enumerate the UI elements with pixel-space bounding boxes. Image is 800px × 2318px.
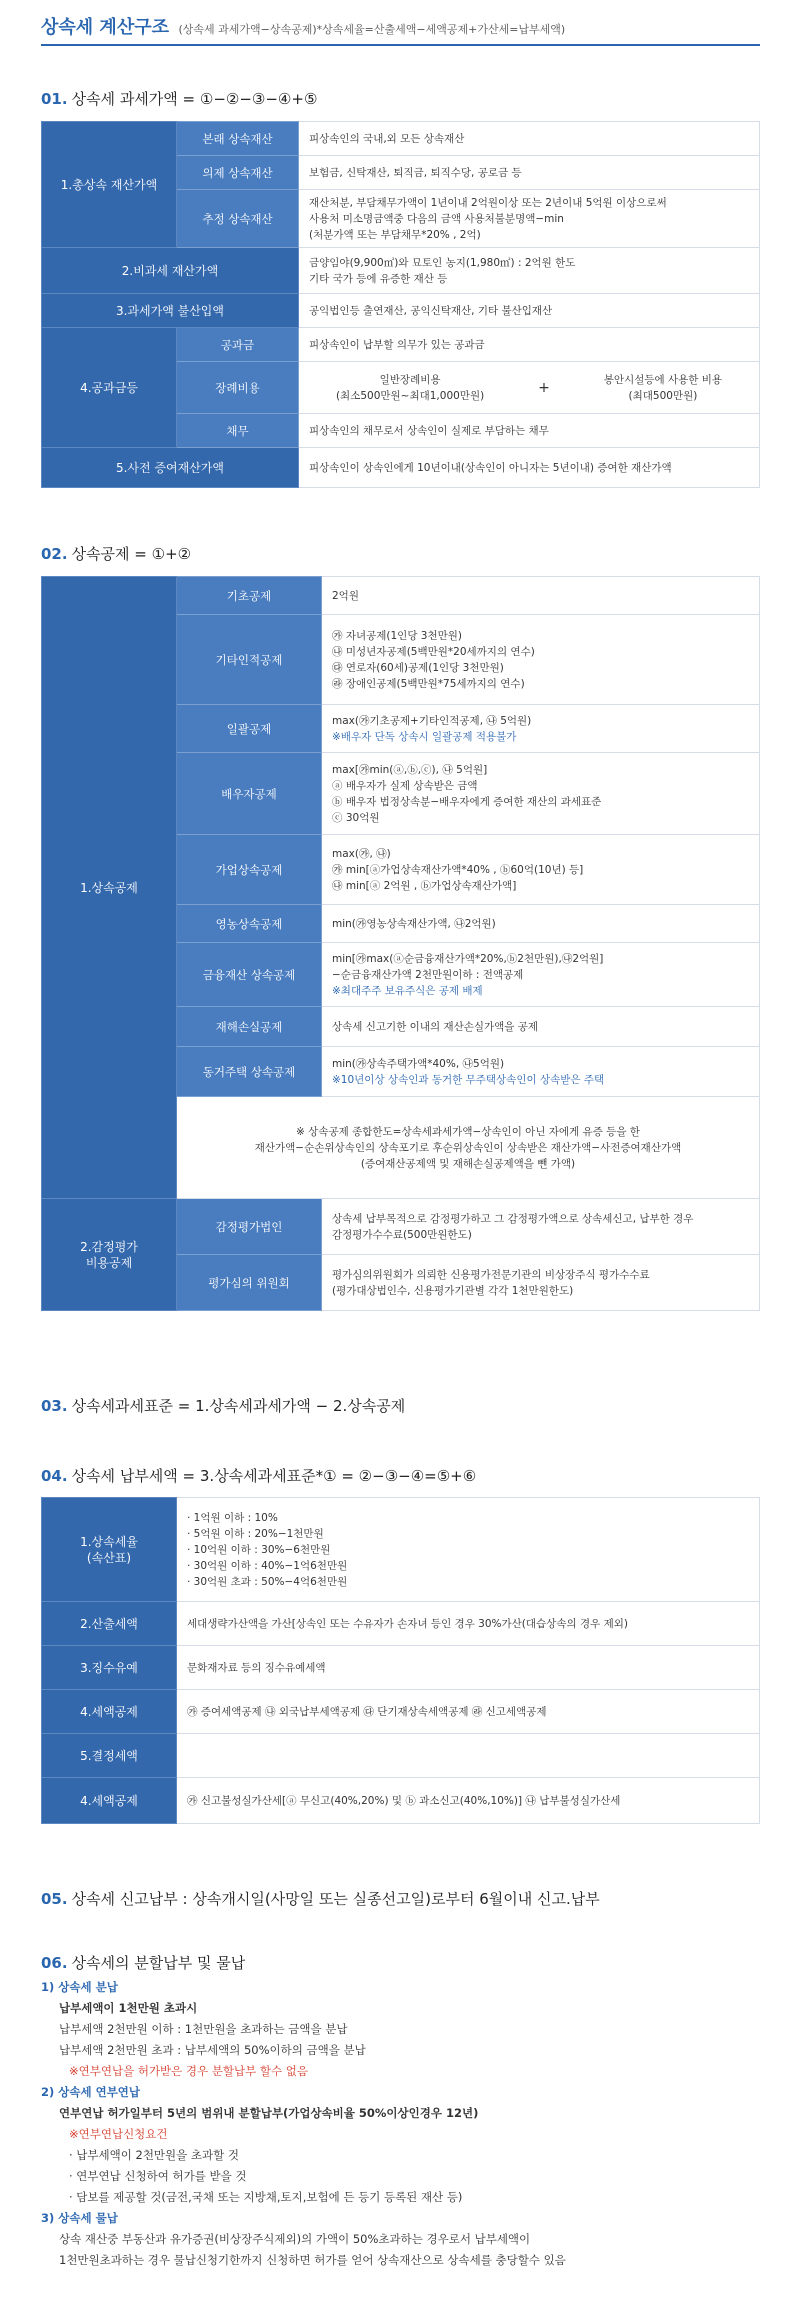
row-head: 기타인적공제 xyxy=(177,615,322,705)
line: ㉯ min[ⓐ 2억원 , ⓑ가업상속재산가액] xyxy=(332,879,517,892)
note-line: ※배우자 단독 상속시 일괄공제 적용불가 xyxy=(332,730,517,743)
line: 봉안시설등에 사용한 비용 xyxy=(603,373,723,386)
line: (평가대상법인수, 신용평가기관별 각각 1천만원한도) xyxy=(332,1284,574,1297)
row-head: 공과금 xyxy=(177,328,299,362)
line: ㉮ min[ⓐ가업상속재산가액*40% , ⓑ60억(10년) 등] xyxy=(332,863,584,876)
section-label: 상속세 납부세액 = 3.상속세과세표준*① = ②−③−④=⑤+⑥ xyxy=(71,1467,477,1485)
section-label: 상속세 신고납부 : 상속개시일(사망일 또는 실종선고일)로부터 6월이내 신고.납부 xyxy=(71,1890,600,1908)
line: ㉱ 장애인공제(5백만원*75세까지의 연수) xyxy=(332,677,525,690)
line: 감정평가수수료(500만원한도) xyxy=(332,1228,472,1241)
title-divider xyxy=(41,44,760,46)
row-head: 의제 상속재산 xyxy=(177,156,299,190)
plus-sign: + xyxy=(538,379,550,396)
payable-tax-table xyxy=(41,1497,760,1824)
group-prior-gift: 5.사전 증여재산가액 xyxy=(42,448,299,488)
row-head: 3.징수유예 xyxy=(42,1646,177,1690)
row-value xyxy=(322,753,760,835)
line: ㉰ 연로자(60세)공제(1인당 3천만원) xyxy=(332,661,504,674)
line: · 연부연납 신청하여 허가를 받을 것 xyxy=(69,2169,247,2183)
row-head: 1.상속세율 (속산표) xyxy=(42,1498,177,1602)
line: · 10억원 이하 : 30%−6천만원 xyxy=(187,1543,331,1556)
section-number: 02. xyxy=(41,545,68,563)
line: · 30억원 초과 : 50%−4억6천만원 xyxy=(187,1575,348,1588)
line: min(㉮상속주택가액*40%, ㉯5억원) xyxy=(332,1057,505,1070)
row-value xyxy=(322,1255,760,1311)
row-value xyxy=(322,1199,760,1255)
line: · 납부세액이 2천만원을 초과할 것 xyxy=(69,2148,240,2162)
title-text: 상속세 계산구조 xyxy=(41,17,169,38)
row-head: 영농상속공제 xyxy=(177,905,322,943)
row-head: 4.세액공제 xyxy=(42,1778,177,1824)
row-value: 상속세 신고기한 이내의 재산손실가액을 공제 xyxy=(322,1007,760,1047)
row-value: 2억원 xyxy=(322,577,760,615)
line: 납부세액이 1천만원 초과시 xyxy=(59,2001,198,2015)
group-total-estate: 1.총상속 재산가액 xyxy=(42,122,177,248)
section-number: 03. xyxy=(41,1397,68,1415)
row-head: 5.결정세액 xyxy=(42,1734,177,1778)
row-value xyxy=(322,705,760,753)
line: 연부연납 허가일부터 5년의 범위내 분할납부(가업상속비율 50%이상인경우 12년) xyxy=(59,2106,479,2120)
line: 기타 국가 등에 유증한 재산 등 xyxy=(309,272,448,285)
line: −순금융재산가액 2천만원이하 : 전액공제 xyxy=(332,968,524,981)
row-value xyxy=(322,615,760,705)
section-number: 04. xyxy=(41,1467,68,1485)
line: ※ 상속공제 종합한도=상속세과세가액−상속인이 아닌 자에게 유증 등을 한 xyxy=(296,1125,640,1138)
row-value: 세대생략가산액을 가산[상속인 또는 수유자가 손자녀 등인 경우 30%가산(대습상속의 경우 제외) xyxy=(177,1602,760,1646)
row-head: 채무 xyxy=(177,414,299,448)
line: (최소500만원~최대1,000만원) xyxy=(335,389,485,402)
row-head: 금융재산 상속공제 xyxy=(177,943,322,1007)
line: (처분가액 또는 부담채무*20% , 2억) xyxy=(309,228,481,241)
row-head: 2.산출세액 xyxy=(42,1602,177,1646)
row-value xyxy=(177,1734,760,1778)
line: ㉮ 자녀공제(1인당 3천만원) xyxy=(332,629,463,642)
section-03-heading xyxy=(41,1395,405,1416)
row-head: 추정 상속재산 xyxy=(177,190,299,248)
row-value xyxy=(322,835,760,905)
row-head: 재해손실공제 xyxy=(177,1007,322,1047)
line: 평가심의위원회가 의뢰한 신용평가전문기관의 비상장주식 평가수수료 xyxy=(332,1268,650,1281)
note-line: ※10년이상 상속인과 동거한 무주택상속인이 상속받은 주택 xyxy=(332,1073,605,1086)
note-line: ※최대주주 보유주식은 공제 배제 xyxy=(332,984,483,997)
row-head: 배우자공제 xyxy=(177,753,322,835)
group-excluded: 3.과세가액 불산입액 xyxy=(42,294,299,328)
section-label: 상속세 과세가액 = ①−②−③−④+⑤ xyxy=(71,90,318,108)
line: · 5억원 이하 : 20%−1천만원 xyxy=(187,1527,324,1540)
row-value: 문화재자료 등의 징수유예세액 xyxy=(177,1646,760,1690)
row-head: 기초공제 xyxy=(177,577,322,615)
line: 상속 재산중 부동산과 유가증권(비상장주식제외)의 가액이 50%초과하는 경우로서 납부세액이 xyxy=(59,2232,531,2246)
row-value: ㉮ 신고불성실가산세[ⓐ 무신고(40%,20%) 및 ⓑ 과소신고(40%,10%)] ㉯ 납부불성실가산세 xyxy=(177,1778,760,1824)
line: (최대500만원) xyxy=(628,389,698,402)
deduction-table xyxy=(41,576,760,1311)
row-value: 공익법인등 출연재산, 공익신탁재산, 기타 불산입재산 xyxy=(299,294,760,328)
section-label: 상속세과세표준 = 1.상속세과세가액 − 2.상속공제 xyxy=(71,1397,406,1415)
line: 금양임야(9,900㎡)와 묘토인 농지(1,980㎡) : 2억원 한도 xyxy=(309,256,576,269)
line: 납부세액 2천만원 이하 : 1천만원을 초과하는 금액을 분납 xyxy=(59,2022,348,2036)
line: max(㉮기초공제+기타인적공제, ㉯ 5억원) xyxy=(332,714,532,727)
line: max(㉮, ㉯) xyxy=(332,847,391,860)
row-head: 장례비용 xyxy=(177,362,299,414)
group-inheritance-deduction: 1.상속공제 xyxy=(42,577,177,1199)
title-formula: (상속세 과세가액−상속공제)*상속세율=산출세액−세액공제+가산세=납부세액) xyxy=(178,23,566,36)
section-number: 05. xyxy=(41,1890,68,1908)
line: 재산가액−순손위상속인의 상속포기로 후순위상속인이 상속받은 재산가액−사전증여재산가액 xyxy=(254,1141,682,1154)
row-head: 가업상속공제 xyxy=(177,835,322,905)
group-appraisal-cost: 2.감정평가 비용공제 xyxy=(42,1199,177,1311)
row-value xyxy=(322,1047,760,1097)
row-head: 일괄공제 xyxy=(177,705,322,753)
section-number: 06. xyxy=(41,1954,68,1972)
section-number: 01. xyxy=(41,90,68,108)
section-label: 상속세의 분할납부 및 물납 xyxy=(71,1954,246,1972)
line: ㉯ 미성년자공제(5백만원*20세까지의 연수) xyxy=(332,645,535,658)
row-value xyxy=(322,943,760,1007)
row-value: ㉮ 증여세액공제 ㉯ 외국납부세액공제 ㉰ 단기재상속세액공제 ㉱ 신고세액공제 xyxy=(177,1690,760,1734)
row-head: 감정평가법인 xyxy=(177,1199,322,1255)
section-06-heading xyxy=(41,1952,245,1973)
section-label: 상속공제 = ①+② xyxy=(71,545,192,563)
group-public-charges: 4.공과금등 xyxy=(42,328,177,448)
item-heading: 2) 상속세 연부연납 xyxy=(41,2085,141,2099)
page-title xyxy=(41,13,781,39)
line: · 1억원 이하 : 10% xyxy=(187,1511,278,1524)
line: 상속세 납부목적으로 감정평가하고 그 감정평가액으로 상속세신고, 납부한 경우 xyxy=(332,1212,694,1225)
row-value xyxy=(299,190,760,248)
installment-payment-section xyxy=(41,1977,760,2271)
line: ⓐ 배우자가 실제 상속받은 금액 xyxy=(332,779,478,792)
line: ⓑ 배우자 법정상속분−배우자에게 증여한 재산의 과세표준 xyxy=(332,795,602,808)
section-02-heading xyxy=(41,543,191,564)
row-head: 본래 상속재산 xyxy=(177,122,299,156)
line: 1천만원초과하는 경우 물납신청기한까지 신청하면 허가를 얻어 상속재산으로 상속세를 충당할수 있음 xyxy=(59,2253,566,2267)
item-heading: 3) 상속세 물납 xyxy=(41,2211,118,2225)
section-04-heading xyxy=(41,1465,476,1486)
row-value: 보험금, 신탁재산, 퇴직금, 퇴직수당, 공로금 등 xyxy=(299,156,760,190)
warning-line: ※연부연납신청요건 xyxy=(69,2127,168,2141)
row-head: 평가심의 위원회 xyxy=(177,1255,322,1311)
tax-rate-list xyxy=(177,1498,760,1602)
line: 재산처분, 부담채무가액이 1년이내 2억원이상 또는 2년이내 5억원 이상으로써 xyxy=(309,196,667,209)
taxable-value-table xyxy=(41,121,760,488)
line: ⓒ 30억원 xyxy=(332,811,380,824)
warning-line: ※연부연납을 허가받은 경우 분할납부 할수 없음 xyxy=(69,2064,308,2078)
row-value: min(㉮영농상속재산가액, ㉯2억원) xyxy=(322,905,760,943)
funeral-cost-split xyxy=(299,362,760,414)
line: · 30억원 이하 : 40%−1억6천만원 xyxy=(187,1559,348,1572)
row-head: 동거주택 상속공제 xyxy=(177,1047,322,1097)
item-heading: 1) 상속세 분납 xyxy=(41,1980,118,1994)
row-value: 피상속인의 국내,외 모든 상속재산 xyxy=(299,122,760,156)
line: 일반장례비용 xyxy=(379,373,441,386)
section-05-heading xyxy=(41,1888,600,1909)
section-01-heading xyxy=(41,88,317,109)
deduction-limit-note xyxy=(177,1097,760,1199)
line: min[㉮max(ⓐ순금융재산가액*20%,ⓑ2천만원),㉯2억원] xyxy=(332,952,604,965)
row-value xyxy=(299,248,760,294)
line: max[㉮min(ⓐ,ⓑ,ⓒ), ㉯ 5억원] xyxy=(332,763,488,776)
line: 사용처 미소명금액중 다음의 금액 사용처불분명액−min xyxy=(309,212,564,225)
row-value: 피상속인이 납부할 의무가 있는 공과금 xyxy=(299,328,760,362)
row-value: 피상속인이 상속인에게 10년이내(상속인이 아니자는 5년이내) 증여한 재산가액 xyxy=(299,448,760,488)
line: 납부세액 2천만원 초과 : 납부세액의 50%이하의 금액을 분납 xyxy=(59,2043,366,2057)
line: · 담보를 제공할 것(금전,국채 또는 지방채,토지,보험에 든 등기 등록된 재산 등) xyxy=(69,2190,463,2204)
line: (증여재산공제액 및 재해손실공제액을 뺀 가액) xyxy=(360,1157,576,1170)
row-value: 피상속인의 채무로서 상속인이 실제로 부담하는 채무 xyxy=(299,414,760,448)
group-nontaxable: 2.비과세 재산가액 xyxy=(42,248,299,294)
row-head: 4.세액공제 xyxy=(42,1690,177,1734)
